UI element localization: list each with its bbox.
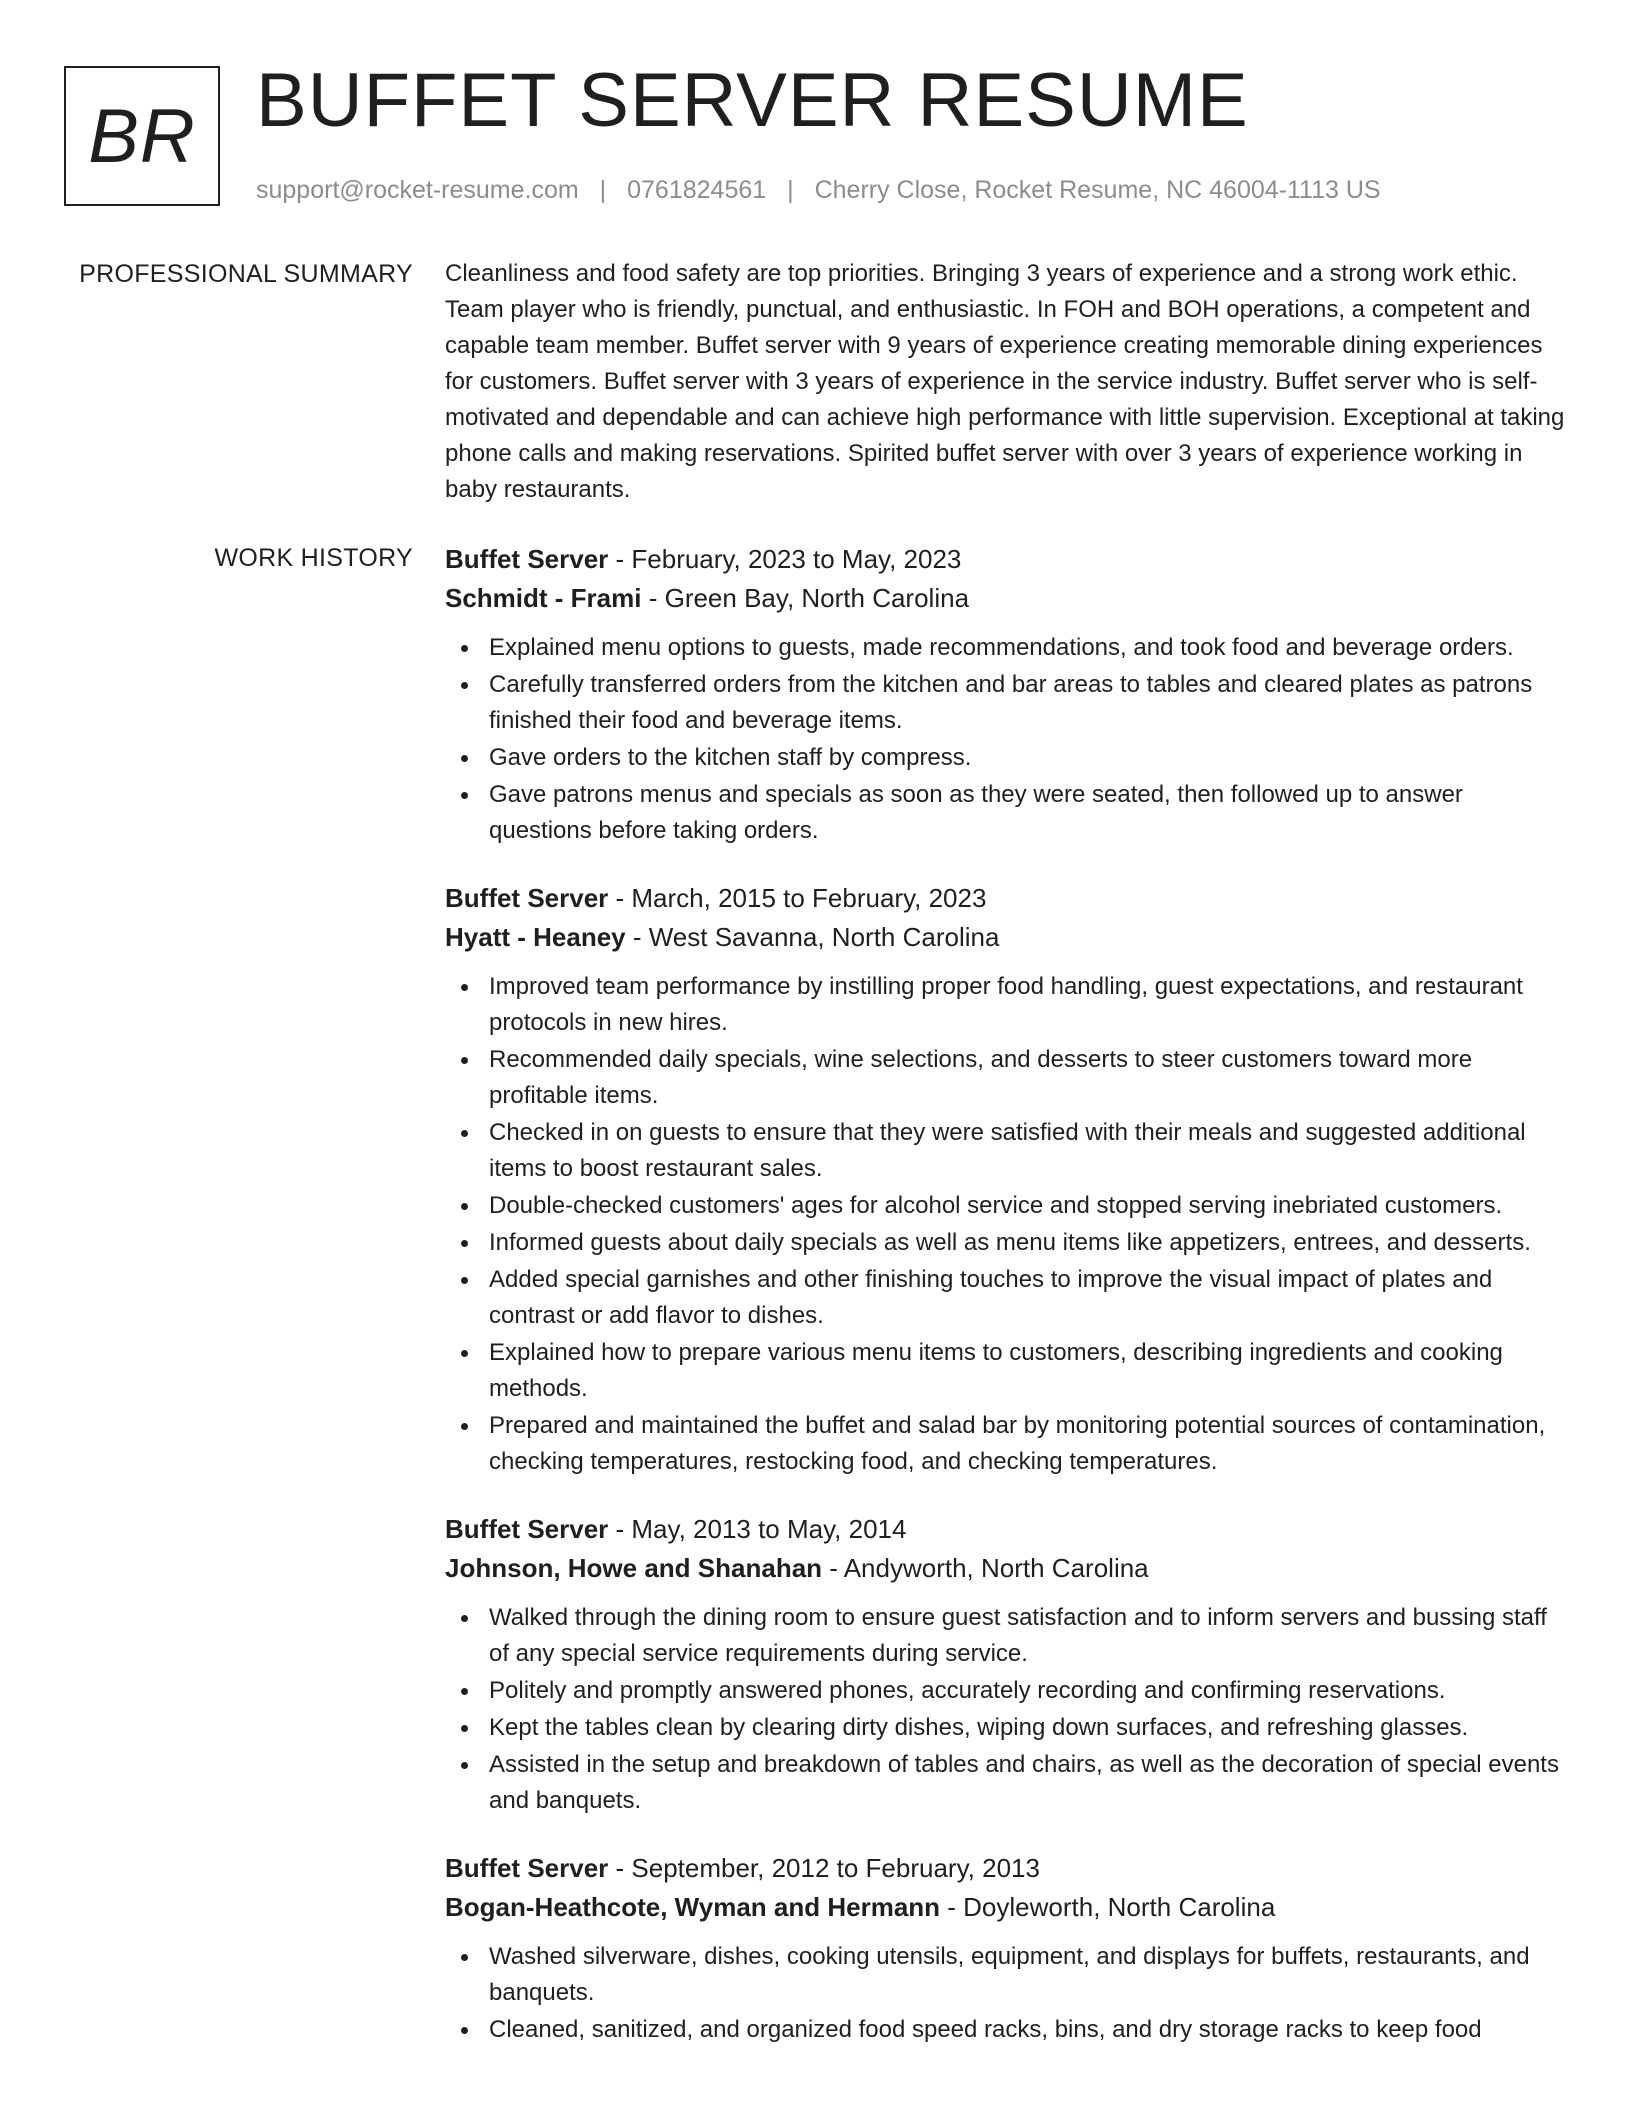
job-entry (445, 1510, 1565, 1819)
job-bullet: Kept the tables clean by clearing dirty dishes, wiping down surfaces, and refreshing glasses. (445, 1710, 1565, 1746)
job-title-line (445, 879, 1565, 918)
contact-line (256, 174, 1381, 206)
job-location: - West Savanna, North Carolina (625, 922, 1000, 952)
job-entry (445, 1849, 1565, 2048)
job-bullets (445, 1939, 1565, 2048)
contact-address: Cherry Close, Rocket Resume, NC 46004-1113 US (814, 176, 1381, 204)
job-bullet: Improved team performance by instilling proper food handling, guest expectations, and restaurant protocols in new hires. (445, 969, 1565, 1041)
job-bullet: Informed guests about daily specials as well as menu items like appetizers, entrees, and desserts. (445, 1225, 1565, 1261)
job-bullets (445, 1600, 1565, 1819)
contact-phone: 0761824561 (627, 176, 767, 204)
job-bullet: Walked through the dining room to ensure guest satisfaction and to inform servers and bussing staff of any special service requirements during service. (445, 1600, 1565, 1672)
job-dates: - May, 2013 to May, 2014 (608, 1514, 907, 1544)
job-title: Buffet Server (445, 1514, 609, 1544)
job-bullet: Cleaned, sanitized, and organized food speed racks, bins, and dry storage racks to keep food (445, 2012, 1565, 2048)
job-title: Buffet Server (445, 1853, 609, 1883)
job-title-line (445, 1510, 1565, 1549)
job-company-line (445, 1549, 1565, 1588)
job-location: - Green Bay, North Carolina (641, 583, 970, 613)
job-bullet: Added special garnishes and other finishing touches to improve the visual impact of plates and contrast or add flavor to dishes. (445, 1262, 1565, 1334)
job-bullet: Prepared and maintained the buffet and salad bar by monitoring potential sources of contamination, checking temperatures, restocking food, and checking temperatures. (445, 1408, 1565, 1480)
contact-separator: | (599, 176, 607, 204)
job-bullet: Double-checked customers' ages for alcohol service and stopped serving inebriated customers. (445, 1188, 1565, 1224)
contact-separator: | (787, 176, 794, 204)
job-bullets (445, 969, 1565, 1480)
job-bullet: Politely and promptly answered phones, accurately recording and confirming reservations. (445, 1673, 1565, 1709)
job-title: Buffet Server (445, 883, 609, 913)
job-bullet: Recommended daily specials, wine selections, and desserts to steer customers toward more profitable items. (445, 1042, 1565, 1114)
job-company: Johnson, Howe and Shanahan (445, 1553, 823, 1583)
job-bullets (445, 630, 1565, 849)
job-bullet: Washed silverware, dishes, cooking utensils, equipment, and displays for buffets, restaurants, and banquets. (445, 1939, 1565, 2011)
job-bullet: Checked in on guests to ensure that they were satisfied with their meals and suggested additional items to boost restaurant sales. (445, 1115, 1565, 1187)
job-title-line (445, 540, 1565, 579)
job-bullet: Explained menu options to guests, made recommendations, and took food and beverage orders. (445, 630, 1565, 666)
work-history-body (445, 540, 1565, 2078)
job-location: - Doyleworth, North Carolina (940, 1892, 1276, 1922)
job-dates: - March, 2015 to February, 2023 (608, 883, 987, 913)
job-company-line (445, 1888, 1565, 1927)
summary-heading: PROFESSIONAL SUMMARY (79, 260, 413, 288)
job-bullet: Explained how to prepare various menu items to customers, describing ingredients and cooking methods. (445, 1335, 1565, 1407)
job-company: Hyatt - Heaney (445, 922, 626, 952)
job-bullet: Gave patrons menus and specials as soon as they were seated, then followed up to answer questions before taking orders. (445, 777, 1565, 849)
job-entry (445, 540, 1565, 849)
monogram-logo (64, 66, 220, 206)
job-bullet: Gave orders to the kitchen staff by compress. (445, 740, 1565, 776)
job-dates: - September, 2012 to February, 2013 (608, 1853, 1040, 1883)
job-bullet: Carefully transferred orders from the kitchen and bar areas to tables and cleared plates as patrons finished their food and beverage items. (445, 667, 1565, 739)
job-dates: - February, 2023 to May, 2023 (608, 544, 962, 574)
resume-title: BUFFET SERVER RESUME (256, 58, 1249, 143)
summary-body (445, 256, 1565, 508)
job-title-line (445, 1849, 1565, 1888)
job-company-line (445, 918, 1565, 957)
job-location: - Andyworth, North Carolina (822, 1553, 1149, 1583)
job-company: Schmidt - Frami (445, 583, 642, 613)
contact-email: support@rocket-resume.com (256, 176, 579, 204)
job-company: Bogan-Heathcote, Wyman and Hermann (445, 1892, 941, 1922)
job-company-line (445, 579, 1565, 618)
monogram-text: BR (88, 93, 196, 179)
summary-text: Cleanliness and food safety are top priorities. Bringing 3 years of experience and a strong work ethic. Team player who is friendly, punctual, and enthusiastic. In FOH and BOH operations, a competent and capable team member. Buffet server with 9 years of experience creating memorable dining experiences for customers. Buffet server with 3 years of experience in the service industry. Buffet server who is self-motivated and dependable and can achieve high performance with little supervision. Exceptional at taking phone calls and making reservations. Spirited buffet server with over 3 years of experience working in baby restaurants. (445, 260, 1565, 503)
job-bullet: Assisted in the setup and breakdown of tables and chairs, as well as the decoration of special events and banquets. (445, 1747, 1565, 1819)
job-entry (445, 879, 1565, 1480)
job-title: Buffet Server (445, 544, 609, 574)
work-history-heading: WORK HISTORY (214, 544, 413, 572)
